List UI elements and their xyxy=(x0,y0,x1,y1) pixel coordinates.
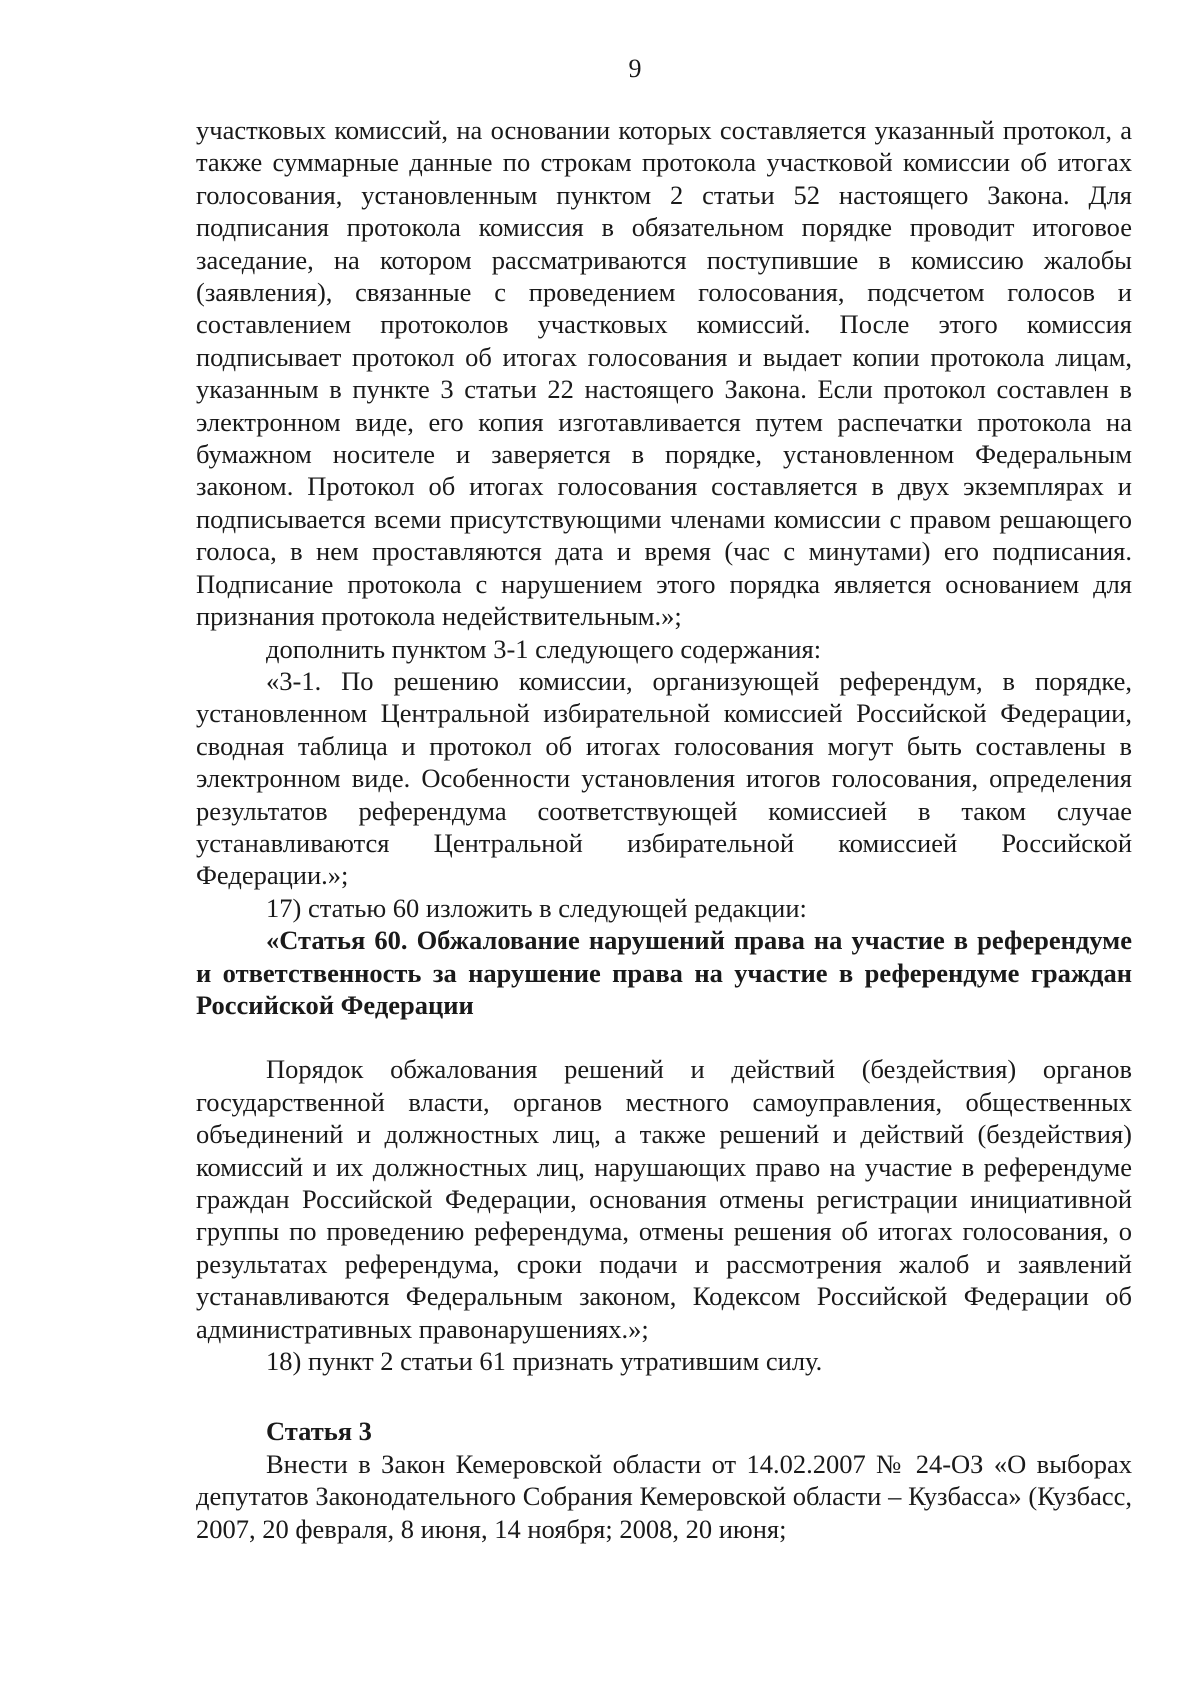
paragraph-clause-3-1: «3-1. По решению комиссии, организующей референдум, в порядке, установленном Центральной избирательной комиссией Российской Федерации, сводная таблица и протокол об итогах голосования могут быть составлены в электронном виде. Особенности установления итогов голосования, определения результатов референдума соответствующей комиссией в таком случае устанавливаются Центральной избирательной комиссией Российской Федерации.»; xyxy=(196,665,1132,891)
paragraph-article-60-text: Порядок обжалования решений и действий (бездействия) органов государственной власти, органов местного самоуправления, общественных объединений и должностных лиц, а также решений и действий (бездействия) комиссий и их должностных лиц, нарушающих право на участие в референдуме граждан Российской Федерации, основания отмены регистрации инициативной группы по проведению референдума, отмены решения об итогах голосования, о результатах референдума, сроки подачи и рассмотрения жалоб и заявлений устанавливаются Федеральным законом, Кодексом Российской Федерации об административных правонарушениях.»; xyxy=(196,1054,1132,1344)
paragraph-item-17: 17) статью 60 изложить в следующей редакции: xyxy=(266,892,807,923)
paragraph-article-3-text: Внести в Закон Кемеровской области от 14.02.2007 № 24-ОЗ «О выборах депутатов Законодательного Собрания Кемеровской области – Кузбасса» (Кузбасс, 2007, 20 февраля, 8 июня, 14 ноября; 2008, 20 июня; xyxy=(196,1448,1132,1544)
document-body xyxy=(196,114,1132,1545)
page-number: 9 xyxy=(628,54,642,83)
paragraph-item-18: 18) пункт 2 статьи 61 признать утратившим силу. xyxy=(266,1346,823,1377)
article-3-heading: Статья 3 xyxy=(266,1416,372,1447)
paragraph-amendment-intro: дополнить пунктом 3-1 следующего содержания: xyxy=(266,633,822,664)
article-60-title: «Статья 60. Обжалование нарушений права на участие в референдуме и ответственность за нарушение права на участие в референдуме граждан Российской Федерации xyxy=(196,925,1132,1020)
paragraph-continuation: участковых комиссий, на основании которых составляется указанный протокол, а также суммарные данные по строкам протокола участковой комиссии об итогах голосования, установленным пунктом 2 статьи 52 настоящего Закона. Для подписания протокола комиссия в обязательном порядке проводит итоговое заседание, на котором рассматриваются поступившие в комиссию жалобы (заявления), связанные с проведением голосования, подсчетом голосов и составлением протоколов участковых комиссий. После этого комиссия подписывает протокол об итогах голосования и выдает копии протокола лицам, указанным в пункте 3 статьи 22 настоящего Закона. Если протокол составлен в электронном виде, его копия изготавливается путем распечатки протокола на бумажном носителе и заверяется в порядке, установленном Федеральным законом. Протокол об итогах голосования составляется в двух экземплярах и подписывается всеми присутствующими членами комиссии с правом решающего голоса, в нем проставляются дата и время (час с минутами) его подписания. Подписание протокола с нарушением этого порядка является основанием для признания протокола недействительным.»; xyxy=(196,115,1132,632)
